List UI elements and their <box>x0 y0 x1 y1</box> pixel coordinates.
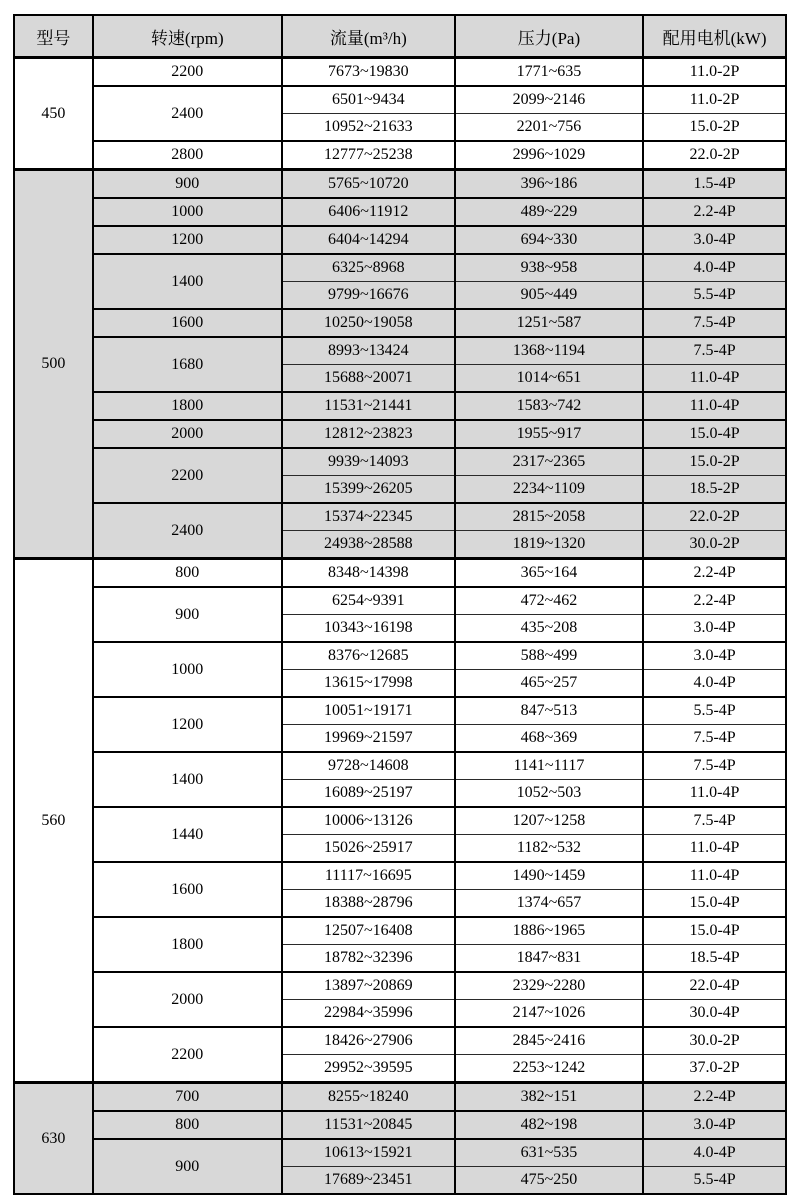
table-row <box>14 86 786 114</box>
speed-cell: 1200 <box>93 697 282 752</box>
motor-cell: 3.0-4P <box>643 642 786 670</box>
pressure-cell: 905~449 <box>455 282 643 310</box>
header-pressure: 压力(Pa) <box>455 15 643 58</box>
flow-cell: 11531~21441 <box>282 392 455 420</box>
motor-cell: 22.0-4P <box>643 972 786 1000</box>
motor-cell: 11.0-2P <box>643 86 786 114</box>
pressure-cell: 465~257 <box>455 670 643 698</box>
speed-cell: 1800 <box>93 917 282 972</box>
flow-cell: 10952~21633 <box>282 114 455 142</box>
speed-cell: 2800 <box>93 141 282 170</box>
speed-cell: 2000 <box>93 972 282 1027</box>
table-body <box>14 58 786 1195</box>
pressure-cell: 472~462 <box>455 587 643 615</box>
motor-cell: 2.2-4P <box>643 1083 786 1112</box>
pressure-cell: 2253~1242 <box>455 1055 643 1083</box>
motor-cell: 5.5-4P <box>643 282 786 310</box>
flow-cell: 10613~15921 <box>282 1139 455 1167</box>
table-row <box>14 58 786 87</box>
table-row <box>14 559 786 588</box>
flow-cell: 11117~16695 <box>282 862 455 890</box>
flow-cell: 7673~19830 <box>282 58 455 87</box>
flow-cell: 6325~8968 <box>282 254 455 282</box>
pressure-cell: 938~958 <box>455 254 643 282</box>
motor-cell: 5.5-4P <box>643 1167 786 1195</box>
pressure-cell: 1374~657 <box>455 890 643 918</box>
motor-cell: 7.5-4P <box>643 807 786 835</box>
flow-cell: 10250~19058 <box>282 309 455 337</box>
pressure-cell: 2234~1109 <box>455 476 643 504</box>
flow-cell: 10343~16198 <box>282 615 455 643</box>
flow-cell: 16089~25197 <box>282 780 455 808</box>
motor-cell: 30.0-2P <box>643 1027 786 1055</box>
pressure-cell: 2815~2058 <box>455 503 643 531</box>
flow-cell: 15026~25917 <box>282 835 455 863</box>
pressure-cell: 1052~503 <box>455 780 643 808</box>
motor-cell: 4.0-4P <box>643 1139 786 1167</box>
table-row <box>14 807 786 835</box>
pressure-cell: 694~330 <box>455 226 643 254</box>
flow-cell: 13615~17998 <box>282 670 455 698</box>
motor-cell: 18.5-2P <box>643 476 786 504</box>
flow-cell: 24938~28588 <box>282 531 455 559</box>
table-row <box>14 198 786 226</box>
table-header <box>14 15 786 58</box>
motor-cell: 15.0-2P <box>643 448 786 476</box>
pressure-cell: 1886~1965 <box>455 917 643 945</box>
flow-cell: 12777~25238 <box>282 141 455 170</box>
flow-cell: 9799~16676 <box>282 282 455 310</box>
table-row <box>14 917 786 945</box>
speed-cell: 900 <box>93 170 282 199</box>
flow-cell: 8376~12685 <box>282 642 455 670</box>
table-row <box>14 448 786 476</box>
header-speed: 转速(rpm) <box>93 15 282 58</box>
speed-cell: 900 <box>93 1139 282 1194</box>
motor-cell: 11.0-4P <box>643 365 786 393</box>
speed-cell: 800 <box>93 559 282 588</box>
motor-cell: 11.0-4P <box>643 392 786 420</box>
table-row <box>14 170 786 199</box>
pressure-cell: 1014~651 <box>455 365 643 393</box>
table-row <box>14 392 786 420</box>
motor-cell: 2.2-4P <box>643 587 786 615</box>
pressure-cell: 1207~1258 <box>455 807 643 835</box>
motor-cell: 11.0-4P <box>643 780 786 808</box>
table-row <box>14 642 786 670</box>
pressure-cell: 631~535 <box>455 1139 643 1167</box>
fan-spec-table <box>13 14 787 1195</box>
speed-cell: 1440 <box>93 807 282 862</box>
pressure-cell: 2329~2280 <box>455 972 643 1000</box>
motor-cell: 1.5-4P <box>643 170 786 199</box>
speed-cell: 2200 <box>93 58 282 87</box>
motor-cell: 7.5-4P <box>643 337 786 365</box>
motor-cell: 22.0-2P <box>643 141 786 170</box>
pressure-cell: 2845~2416 <box>455 1027 643 1055</box>
motor-cell: 4.0-4P <box>643 670 786 698</box>
pressure-cell: 396~186 <box>455 170 643 199</box>
speed-cell: 1680 <box>93 337 282 392</box>
pressure-cell: 2147~1026 <box>455 1000 643 1028</box>
table-row <box>14 862 786 890</box>
pressure-cell: 1583~742 <box>455 392 643 420</box>
speed-cell: 1600 <box>93 862 282 917</box>
motor-cell: 7.5-4P <box>643 309 786 337</box>
motor-cell: 7.5-4P <box>643 725 786 753</box>
motor-cell: 18.5-4P <box>643 945 786 973</box>
motor-cell: 4.0-4P <box>643 254 786 282</box>
flow-cell: 19969~21597 <box>282 725 455 753</box>
speed-cell: 900 <box>93 587 282 642</box>
flow-cell: 6406~11912 <box>282 198 455 226</box>
pressure-cell: 1955~917 <box>455 420 643 448</box>
motor-cell: 3.0-4P <box>643 615 786 643</box>
flow-cell: 6501~9434 <box>282 86 455 114</box>
pressure-cell: 482~198 <box>455 1111 643 1139</box>
motor-cell: 5.5-4P <box>643 697 786 725</box>
motor-cell: 30.0-4P <box>643 1000 786 1028</box>
motor-cell: 30.0-2P <box>643 531 786 559</box>
pressure-cell: 435~208 <box>455 615 643 643</box>
speed-cell: 2400 <box>93 503 282 559</box>
table-row <box>14 752 786 780</box>
flow-cell: 17689~23451 <box>282 1167 455 1195</box>
pressure-cell: 382~151 <box>455 1083 643 1112</box>
speed-cell: 1400 <box>93 752 282 807</box>
header-row <box>14 15 786 58</box>
table-row <box>14 141 786 170</box>
speed-cell: 2000 <box>93 420 282 448</box>
table-row <box>14 503 786 531</box>
motor-cell: 22.0-2P <box>643 503 786 531</box>
pressure-cell: 1771~635 <box>455 58 643 87</box>
pressure-cell: 1847~831 <box>455 945 643 973</box>
flow-cell: 5765~10720 <box>282 170 455 199</box>
model-cell: 450 <box>14 58 93 170</box>
motor-cell: 11.0-4P <box>643 862 786 890</box>
motor-cell: 2.2-4P <box>643 559 786 588</box>
speed-cell: 2400 <box>93 86 282 141</box>
pressure-cell: 2099~2146 <box>455 86 643 114</box>
motor-cell: 2.2-4P <box>643 198 786 226</box>
pressure-cell: 2317~2365 <box>455 448 643 476</box>
pressure-cell: 1182~532 <box>455 835 643 863</box>
table-row <box>14 1027 786 1055</box>
pressure-cell: 475~250 <box>455 1167 643 1195</box>
flow-cell: 6254~9391 <box>282 587 455 615</box>
flow-cell: 8255~18240 <box>282 1083 455 1112</box>
pressure-cell: 468~369 <box>455 725 643 753</box>
flow-cell: 18388~28796 <box>282 890 455 918</box>
flow-cell: 15399~26205 <box>282 476 455 504</box>
flow-cell: 13897~20869 <box>282 972 455 1000</box>
flow-cell: 10051~19171 <box>282 697 455 725</box>
speed-cell: 1600 <box>93 309 282 337</box>
pressure-cell: 1141~1117 <box>455 752 643 780</box>
pressure-cell: 2201~756 <box>455 114 643 142</box>
motor-cell: 37.0-2P <box>643 1055 786 1083</box>
speed-cell: 2200 <box>93 448 282 503</box>
pressure-cell: 2996~1029 <box>455 141 643 170</box>
motor-cell: 15.0-4P <box>643 890 786 918</box>
model-cell: 560 <box>14 559 93 1083</box>
pressure-cell: 1490~1459 <box>455 862 643 890</box>
pressure-cell: 847~513 <box>455 697 643 725</box>
speed-cell: 1200 <box>93 226 282 254</box>
flow-cell: 12507~16408 <box>282 917 455 945</box>
speed-cell: 2200 <box>93 1027 282 1083</box>
pressure-cell: 1368~1194 <box>455 337 643 365</box>
motor-cell: 15.0-4P <box>643 917 786 945</box>
flow-cell: 8993~13424 <box>282 337 455 365</box>
speed-cell: 700 <box>93 1083 282 1112</box>
pressure-cell: 1251~587 <box>455 309 643 337</box>
table-row <box>14 1083 786 1112</box>
motor-cell: 11.0-4P <box>643 835 786 863</box>
flow-cell: 15688~20071 <box>282 365 455 393</box>
flow-cell: 11531~20845 <box>282 1111 455 1139</box>
table-row <box>14 1139 786 1167</box>
header-model: 型号 <box>14 15 93 58</box>
table-row <box>14 697 786 725</box>
motor-cell: 11.0-2P <box>643 58 786 87</box>
speed-cell: 1000 <box>93 642 282 697</box>
speed-cell: 800 <box>93 1111 282 1139</box>
motor-cell: 15.0-4P <box>643 420 786 448</box>
table-row <box>14 1111 786 1139</box>
flow-cell: 8348~14398 <box>282 559 455 588</box>
table-row <box>14 309 786 337</box>
pressure-cell: 588~499 <box>455 642 643 670</box>
table-row <box>14 972 786 1000</box>
flow-cell: 18782~32396 <box>282 945 455 973</box>
table-row <box>14 254 786 282</box>
model-cell: 630 <box>14 1083 93 1195</box>
table-row <box>14 337 786 365</box>
flow-cell: 9939~14093 <box>282 448 455 476</box>
flow-cell: 22984~35996 <box>282 1000 455 1028</box>
table-row <box>14 420 786 448</box>
motor-cell: 7.5-4P <box>643 752 786 780</box>
model-cell: 500 <box>14 170 93 559</box>
motor-cell: 3.0-4P <box>643 1111 786 1139</box>
pressure-cell: 365~164 <box>455 559 643 588</box>
motor-cell: 3.0-4P <box>643 226 786 254</box>
pressure-cell: 1819~1320 <box>455 531 643 559</box>
flow-cell: 18426~27906 <box>282 1027 455 1055</box>
motor-cell: 15.0-2P <box>643 114 786 142</box>
speed-cell: 1400 <box>93 254 282 309</box>
pressure-cell: 489~229 <box>455 198 643 226</box>
speed-cell: 1800 <box>93 392 282 420</box>
table-row <box>14 226 786 254</box>
flow-cell: 6404~14294 <box>282 226 455 254</box>
speed-cell: 1000 <box>93 198 282 226</box>
header-motor: 配用电机(kW) <box>643 15 786 58</box>
flow-cell: 12812~23823 <box>282 420 455 448</box>
flow-cell: 10006~13126 <box>282 807 455 835</box>
header-flow: 流量(m³/h) <box>282 15 455 58</box>
flow-cell: 9728~14608 <box>282 752 455 780</box>
flow-cell: 15374~22345 <box>282 503 455 531</box>
flow-cell: 29952~39595 <box>282 1055 455 1083</box>
table-row <box>14 587 786 615</box>
